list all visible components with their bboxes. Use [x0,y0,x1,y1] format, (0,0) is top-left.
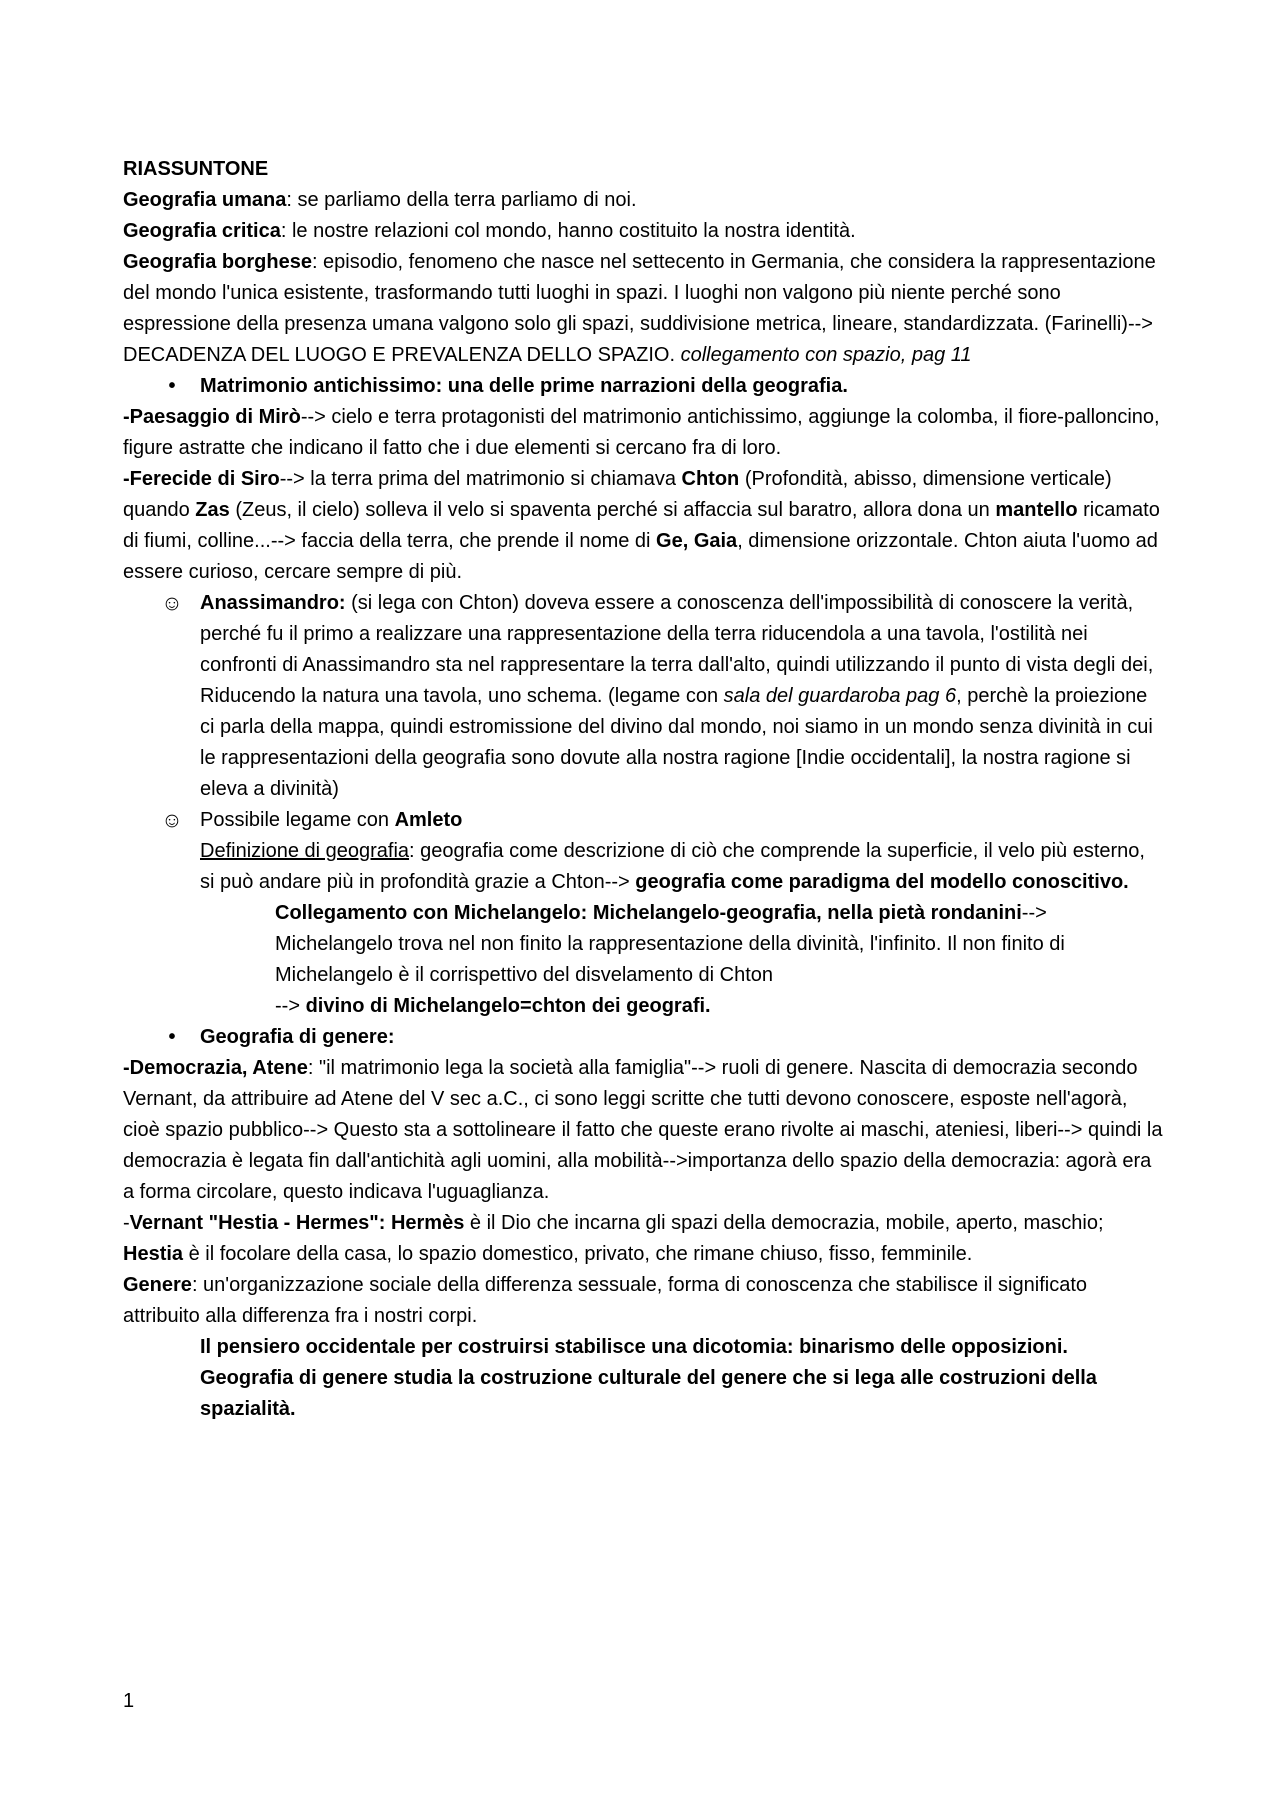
paragraph-geografia-umana [123,185,1163,216]
bullet-anassimandro [123,588,1163,805]
term-amleto: Amleto [394,809,463,831]
paragraph-genere [123,1270,1163,1332]
text-miro: --> cielo e terra protagonisti del matrimonio antichissimo, aggiunge la colomba, il fiore-palloncino, figure astratte che indicano il fatto che i due elementi si cercano fra di loro. [123,406,1160,459]
term-chton: Chton [681,468,740,490]
paragraph-democrazia [123,1053,1163,1208]
term-divino-michelangelo: divino di Michelangelo=chton dei geografi. [305,995,711,1017]
text-michelangelo-arrow: --> [275,995,306,1017]
paragraph-miro [123,402,1163,464]
term-geografia-borghese: Geografia borghese [123,251,312,273]
text-ferecide-5: , dimensione orizzontale. Chton aiuta l'uomo ad essere curioso, cercare sempre di più. [123,530,1158,583]
paragraph-michelangelo [123,898,1163,1022]
text-ferecide-2: (Profondità, abisso, dimensione verticale) quando [123,468,1112,521]
term-geografia-umana: Geografia umana [123,189,287,211]
term-mantello: mantello [995,499,1078,521]
document-page [123,154,1163,1425]
bullet-dot-icon: • [168,1026,176,1048]
paragraph-vernant [123,1208,1163,1270]
term-paradigma: geografia come paradigma del modello conoscitivo. [635,871,1129,893]
text-vernant-2: è il focolare della casa, lo spazio domestico, privato, che rimane chiuso, fisso, femminile. [183,1243,973,1265]
smiley-icon: ☺ [161,809,183,832]
bullet-dot-icon: • [168,375,176,397]
bullet-matrimonio-text: Matrimonio antichissimo: una delle prime narrazioni della geografia. [200,375,848,397]
term-hestia: Hestia [123,1243,184,1265]
text-genere: : un'organizzazione sociale della differenza sessuale, forma di conoscenza che stabilisce il significato attribuito alla differenza fra i nostri corpi. [123,1274,1087,1327]
note-collegamento-spazio: collegamento con spazio, pag 11 [680,344,972,366]
paragraph-definizione [123,836,1163,898]
term-zas: Zas [195,499,230,521]
bullet-geografia-genere [123,1022,1163,1053]
term-miro: -Paesaggio di Mirò [123,406,301,428]
text-vernant-dash: - [123,1212,130,1234]
bullet-amleto [123,805,1163,836]
term-anassimandro: Anassimandro: [200,592,346,614]
term-ferecide: -Ferecide di Siro [123,468,280,490]
text-geografia-borghese: : episodio, fenomeno che nasce nel settecento in Germania, che considera la rappresentazione del mondo l'unica esistente, trasformando tutti luoghi in spazi. I luoghi non valgono più niente perché sono espressione della presenza umana valgono solo gli spazi, suddivisione metrica, lineare, standardizzata. (Farinelli)--> DECADENZA DEL LUOGO E PREVALENZA DELLO SPAZIO. [123,251,1156,366]
text-ferecide-4: ricamato di fiumi, colline...--> faccia della terra, che prende il nome di [123,499,1160,552]
text-ferecide-3: (Zeus, il cielo) solleva il velo si spaventa perché si affaccia sul baratro, allora dona un [229,499,996,521]
smiley-icon: ☺ [161,592,183,615]
text-geografia-umana: : se parliamo della terra parliamo di noi. [286,189,637,211]
document-title: RIASSUNTONE [123,158,269,180]
bullet-matrimonio [123,371,1163,402]
bullet-geografia-genere-text: Geografia di genere: [200,1026,395,1048]
paragraph-geografia-borghese [123,247,1163,371]
text-michelangelo: --> Michelangelo trova nel non finito la rappresentazione della divinità, l'infinito. Il non finito di Michelangelo è il corrispettivo del disvelamento di Chton [275,902,1065,986]
paragraph-pensiero-occidentale: Il pensiero occidentale per costruirsi stabilisce una dicotomia: binarismo delle opposizioni. [200,1336,1068,1358]
paragraph-geografia-genere: Geografia di genere studia la costruzione culturale del genere che si lega alle costruzioni della spazialità. [200,1367,1097,1420]
term-genere: Genere [123,1274,192,1296]
text-vernant-1: è il Dio che incarna gli spazi della democrazia, mobile, aperto, maschio; [464,1212,1104,1234]
term-democrazia: -Democrazia, Atene [123,1057,308,1079]
text-ferecide-1: --> la terra prima del matrimonio si chiamava [279,468,682,490]
paragraph-ferecide [123,464,1163,588]
term-vernant: Vernant "Hestia - Hermes": Hermès [129,1212,465,1234]
text-anassimandro-1: (si lega con Chton) doveva essere a conoscenza dell'impossibilità di conoscere la verità, perché fu il primo a realizzare una rappresentazione della terra riducendola a una tavola, l'ostilità nei confronti di Anassimandro sta nel rappresentare la terra dall'alto, quindi utilizzando il punto di vista degli dei, Riducendo la natura una tavola, uno schema. (legame con [200,592,1154,707]
paragraph-geografia-critica [123,216,1163,247]
text-anassimandro-2: , perchè la proiezione ci parla della mappa, quindi estromissione del divino dal mondo, noi siamo in un mondo senza divinità in cui le rappresentazioni della geografia sono dovute alla nostra ragione [Indie occidentali], la nostra ragione si eleva a divinità) [200,685,1153,800]
text-geografia-critica: : le nostre relazioni col mondo, hanno costituito la nostra identità. [280,220,856,242]
note-sala-guardaroba: sala del guardaroba pag 6 [723,685,957,707]
term-geografia-critica: Geografia critica [123,220,281,242]
term-gaia: Ge, Gaia [656,530,738,552]
text-definizione: : geografia come descrizione di ciò che comprende la superficie, il velo più esterno, si può andare più in profondità grazie a Chton--> [200,840,1145,893]
text-amleto: Possibile legame con [200,809,395,831]
text-democrazia: : "il matrimonio lega la società alla famiglia"--> ruoli di genere. Nascita di democrazia secondo Vernant, da attribuire ad Atene del V sec a.C., ci sono leggi scritte che tutti devono conoscere, esposte nell'agorà, cioè spazio pubblico--> Questo sta a sottolineare il fatto che queste erano rivolte ai maschi, ateniesi, liberi--> quindi la democrazia è legata fin dall'antichità agli uomini, alla mobilità-->importanza dello spazio della democrazia: agorà era a forma circolare, questo indicava l'uguaglianza. [123,1057,1163,1203]
term-definizione-geografia: Definizione di geografia [200,840,410,862]
term-michelangelo: Collegamento con Michelangelo: Michelangelo-geografia, nella pietà rondanini [275,902,1022,924]
page-number: 1 [123,1690,135,1712]
